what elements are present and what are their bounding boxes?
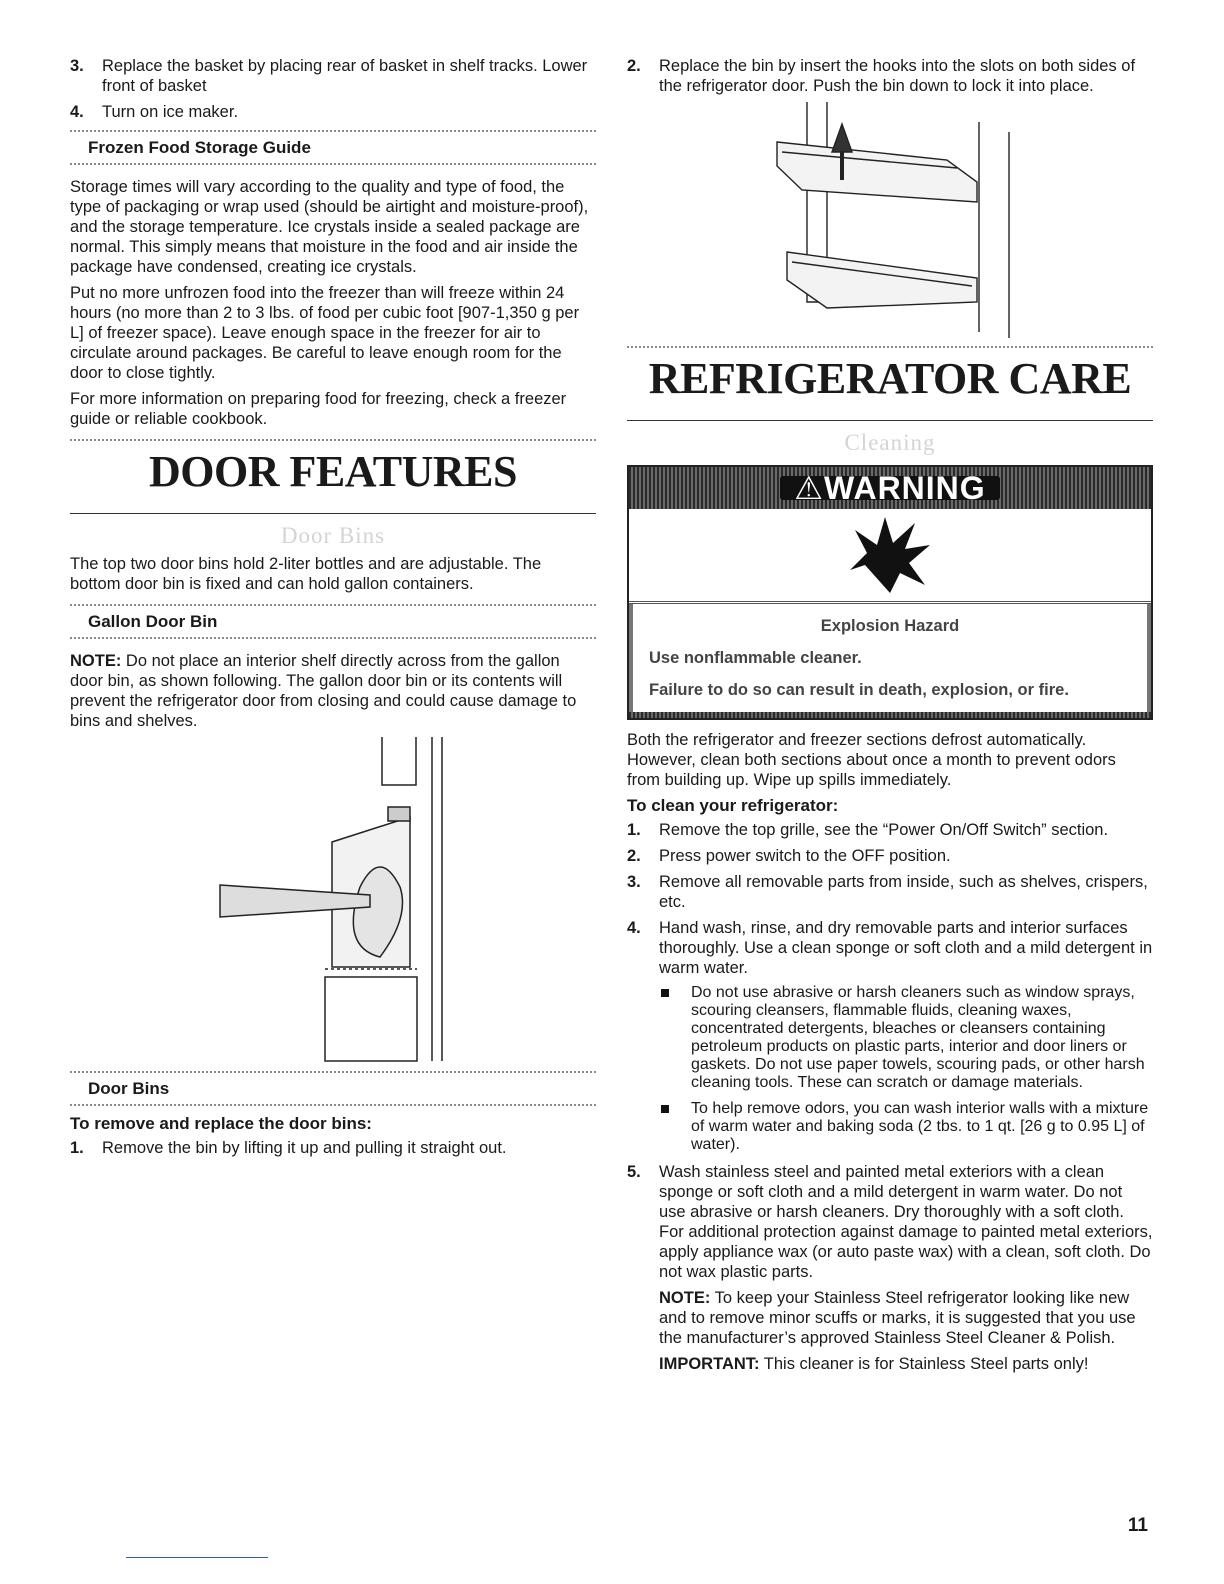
step-text: Remove the top grille, see the “Power On/Off Switch” section. <box>659 821 1109 839</box>
step-text: Remove the bin by lifting it up and pulling it straight out. <box>102 1139 507 1157</box>
remove-bins-heading: To remove and replace the door bins: <box>70 1114 372 1133</box>
step-number: 4. <box>627 919 641 937</box>
door-bins-heading: Door Bins <box>88 1079 170 1098</box>
step-number: 1. <box>70 1139 84 1157</box>
step-text: Remove all removable parts from inside, such as shelves, crispers, etc. <box>659 873 1148 911</box>
gallon-note <box>70 651 596 731</box>
step-number: 2. <box>627 847 641 865</box>
door-bin-illustration <box>627 102 1153 342</box>
frozen-paragraph-2: Put no more unfrozen food into the freezer than will freeze within 24 hours (no more than 2 to 3 lbs. of food per cubic foot [907-1,350 g per L] of freezer space). Leave enough space in the freezer for air to circulate around packages. Be careful to leave enough room for the door to close tightly. <box>70 284 580 382</box>
bullet-text: To help remove odors, you can wash interior walls with a mixture of warm water and baking soda (2 tbs. to 1 qt. [26 g to 0.95 L] of water). <box>691 1100 1149 1153</box>
note-text: To keep your Stainless Steel refrigerator looking like new and to remove minor scuffs or marks, it is suggested that you use the manufacturer’s approved Stainless Steel Cleaner & Polish. <box>659 1289 1136 1347</box>
important-note <box>627 1354 1153 1374</box>
important-label: IMPORTANT: <box>659 1355 760 1373</box>
list-item <box>627 1162 1153 1282</box>
refrigerator-care-title: REFRIGERATOR CARE <box>627 348 1153 421</box>
gallon-bin-illustration <box>70 737 596 1067</box>
step-text: Replace the bin by insert the hooks into the slots on both sides of the refrigerator door. Push the bin down to lock it into place. <box>659 57 1136 95</box>
step-text: Replace the basket by placing rear of basket in shelf tracks. Lower front of basket <box>102 57 588 95</box>
door-features-title: DOOR FEATURES <box>70 441 596 514</box>
door-bins-intro: The top two door bins hold 2-liter bottles and are adjustable. The bottom door bin is fixed and can hold gallon containers. <box>70 555 542 593</box>
clean-step-5 <box>627 1162 1153 1282</box>
warning-banner <box>629 467 1151 509</box>
important-text: This cleaner is for Stainless Steel parts only! <box>759 1355 1089 1373</box>
note-text: Do not place an interior shelf directly across from the gallon door bin, as shown following. The gallon door bin or its contents will prevent the refrigerator door from closing and could cause damage to bins and shelves. <box>70 652 577 730</box>
step-text: Hand wash, rinse, and dry removable parts and interior surfaces thoroughly. Use a clean sponge or soft cloth and a mild detergent in warm water. <box>659 919 1153 977</box>
left-column <box>70 56 596 1164</box>
hazard-title: Explosion Hazard <box>820 617 960 635</box>
footer-line <box>126 1557 268 1558</box>
bullet-text: Do not use abrasive or harsh cleaners such as window sprays, scouring cleansers, flammable fluids, cleaning waxes, concentrated detergents, bleaches or cleansers containing petroleum products on plastic parts, interior and door liners or gaskets. Do not use paper towels, scouring pads, or other harsh cleaning tools. These can scratch or damage materials. <box>691 984 1145 1091</box>
step-number: 5. <box>627 1163 641 1181</box>
step-number: 1. <box>627 821 641 839</box>
warning-text <box>629 604 1151 712</box>
list-item <box>627 846 1153 866</box>
divider <box>70 637 596 639</box>
alert-triangle-icon: ⚠ <box>794 470 825 506</box>
frozen-food-heading: Frozen Food Storage Guide <box>88 138 311 157</box>
list-item <box>70 1138 596 1158</box>
note-label: NOTE: <box>70 652 122 670</box>
frozen-paragraph-3: For more information on preparing food for freezing, check a freezer guide or reliable cookbook. <box>70 390 567 428</box>
step-text: Press power switch to the OFF position. <box>659 847 951 865</box>
door-bins-ghost-heading: Door Bins <box>280 523 386 548</box>
hazard-line-1: Use nonflammable cleaner. <box>649 649 862 667</box>
divider <box>70 1104 596 1106</box>
list-item <box>659 1100 1153 1154</box>
list-item <box>627 872 1153 912</box>
step-number: 4. <box>70 103 84 121</box>
frozen-paragraph-1: Storage times will vary according to the quality and type of food, the type of packaging or wrap used (should be airtight and moisture-proof), and the storage temperature. Ice crystals inside a sealed package are normal. This simply means that moisture in the food and air inside the package have condensed, creating ice crystals. <box>70 178 589 276</box>
step-text: Turn on ice maker. <box>102 103 239 121</box>
stainless-note <box>627 1288 1153 1348</box>
list-item <box>659 984 1153 1092</box>
step-number: 3. <box>70 57 84 75</box>
note-label: NOTE: <box>659 1289 711 1307</box>
right-column <box>627 56 1153 1380</box>
clean-heading: To clean your refrigerator: <box>627 796 839 815</box>
explosion-icon <box>629 509 1151 604</box>
warning-label-text: WARNING <box>824 470 986 506</box>
gallon-door-bin-heading: Gallon Door Bin <box>88 612 218 631</box>
bullet-square-icon <box>661 989 669 997</box>
list-item <box>70 102 596 122</box>
step-number: 3. <box>627 873 641 891</box>
warning-label <box>780 470 999 506</box>
top-steps-right <box>627 56 1153 96</box>
divider <box>70 163 596 165</box>
bullet-square-icon <box>661 1105 669 1113</box>
list-item <box>627 820 1153 840</box>
list-item <box>70 56 596 96</box>
list-item <box>627 918 1153 978</box>
top-steps-left <box>70 56 596 122</box>
cleaning-ghost-heading: Cleaning <box>844 430 936 455</box>
warning-bottom-bar <box>629 712 1151 718</box>
page-number: 11 <box>1127 1515 1148 1536</box>
clean-steps <box>627 820 1153 978</box>
list-item <box>627 56 1153 96</box>
hazard-line-2: Failure to do so can result in death, explosion, or fire. <box>649 681 1069 699</box>
step-text: Wash stainless steel and painted metal exteriors with a clean sponge or soft cloth and a mild detergent in warm water. Do not use abrasive or harsh cleaners. Dry thoroughly with a soft cloth. For additional protection against damage to painted metal exteriors, apply appliance wax (or auto paste wax) with a clean, soft cloth. Do not wax plastic parts. <box>659 1163 1153 1281</box>
remove-steps <box>70 1138 596 1158</box>
warning-box <box>627 465 1153 720</box>
step-number: 2. <box>627 57 641 75</box>
defrost-paragraph: Both the refrigerator and freezer sections defrost automatically. However, clean both sections about once a month to prevent odors from building up. Wipe up spills immediately. <box>627 731 1116 789</box>
